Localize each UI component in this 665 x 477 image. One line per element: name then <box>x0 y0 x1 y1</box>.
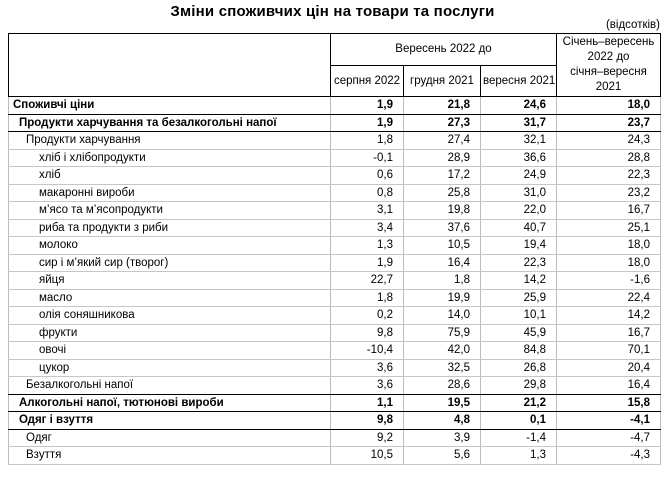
table-row <box>9 307 661 325</box>
value-cell: -1,6 <box>557 272 661 290</box>
value-cell: 42,0 <box>404 342 481 360</box>
value-cell: 19,9 <box>404 289 481 307</box>
row-label: Споживчі ціни <box>9 97 331 115</box>
value-cell: 3,6 <box>331 359 404 377</box>
value-cell: 14,0 <box>404 307 481 325</box>
header-row-group <box>9 34 661 66</box>
value-cell: 37,6 <box>404 219 481 237</box>
value-cell: 21,8 <box>404 97 481 115</box>
value-cell: 0,6 <box>331 167 404 185</box>
row-label: Продукти харчування та безалкогольні напої <box>9 114 331 132</box>
value-cell: 28,8 <box>557 149 661 167</box>
table-row <box>9 342 661 360</box>
value-cell: 25,1 <box>557 219 661 237</box>
row-label: хліб і хлібопродукти <box>9 149 331 167</box>
value-cell: 24,6 <box>481 97 557 115</box>
value-cell: 19,4 <box>481 237 557 255</box>
unit-note: (відсотків) <box>605 19 660 31</box>
value-cell: 3,6 <box>331 377 404 395</box>
group-header-cell: Вересень 2022 до <box>331 34 557 66</box>
table-row <box>9 149 661 167</box>
value-cell: 14,2 <box>557 307 661 325</box>
corner-header-cell <box>9 34 331 97</box>
table-row <box>9 447 661 465</box>
table-row <box>9 324 661 342</box>
row-label: Продукти харчування <box>9 132 331 150</box>
value-cell: 1,9 <box>331 114 404 132</box>
value-cell: 27,4 <box>404 132 481 150</box>
value-cell: 1,9 <box>331 97 404 115</box>
value-cell: 1,1 <box>331 394 404 412</box>
price-table <box>8 33 661 465</box>
subcolumn-header-cell: серпня 2022 <box>331 65 404 97</box>
row-label: хліб <box>9 167 331 185</box>
value-cell: 18,0 <box>557 97 661 115</box>
value-cell: 28,6 <box>404 377 481 395</box>
value-cell: 31,0 <box>481 184 557 202</box>
page-title: Зміни споживчих цін на товари та послуги <box>170 3 495 20</box>
value-cell: 0,2 <box>331 307 404 325</box>
value-cell: 9,8 <box>331 324 404 342</box>
period-header-line: Січень–вересень <box>562 36 655 48</box>
value-cell: 4,8 <box>404 412 481 430</box>
row-label: сир і м’який сир (творог) <box>9 254 331 272</box>
value-cell: 22,3 <box>481 254 557 272</box>
value-cell: 20,4 <box>557 359 661 377</box>
table-row <box>9 377 661 395</box>
value-cell: 16,4 <box>404 254 481 272</box>
value-cell: 5,6 <box>404 447 481 465</box>
row-label: Алкогольні напої, тютюнові вироби <box>9 394 331 412</box>
row-label: м’ясо та м’ясопродукти <box>9 202 331 220</box>
value-cell: 10,1 <box>481 307 557 325</box>
value-cell: 70,1 <box>557 342 661 360</box>
value-cell: 1,8 <box>331 289 404 307</box>
table-header <box>9 34 661 97</box>
row-label: Взуття <box>9 447 331 465</box>
value-cell: 0,1 <box>481 412 557 430</box>
value-cell: 23,2 <box>557 184 661 202</box>
value-cell: 18,0 <box>557 237 661 255</box>
row-label: Одяг <box>9 429 331 447</box>
value-cell: -4,3 <box>557 447 661 465</box>
row-label: цукор <box>9 359 331 377</box>
row-label: молоко <box>9 237 331 255</box>
table-row <box>9 132 661 150</box>
value-cell: 3,4 <box>331 219 404 237</box>
value-cell: 10,5 <box>331 447 404 465</box>
table-row <box>9 394 661 412</box>
table-row <box>9 114 661 132</box>
value-cell: 18,0 <box>557 254 661 272</box>
value-cell: 9,2 <box>331 429 404 447</box>
table-row <box>9 289 661 307</box>
value-cell: 31,7 <box>481 114 557 132</box>
value-cell: -1,4 <box>481 429 557 447</box>
value-cell: 3,1 <box>331 202 404 220</box>
value-cell: 9,8 <box>331 412 404 430</box>
row-label: фрукти <box>9 324 331 342</box>
value-cell: 24,3 <box>557 132 661 150</box>
value-cell: 32,5 <box>404 359 481 377</box>
value-cell: 16,7 <box>557 202 661 220</box>
table-row <box>9 254 661 272</box>
table-row <box>9 97 661 115</box>
value-cell: 26,8 <box>481 359 557 377</box>
row-label: риба та продукти з риби <box>9 219 331 237</box>
period-header-line: січня–вересня <box>570 66 647 78</box>
subcolumn-header-cell: грудня 2021 <box>404 65 481 97</box>
table-row <box>9 429 661 447</box>
value-cell: 40,7 <box>481 219 557 237</box>
row-label: масло <box>9 289 331 307</box>
table-row <box>9 237 661 255</box>
table-row <box>9 202 661 220</box>
value-cell: 14,2 <box>481 272 557 290</box>
value-cell: 10,5 <box>404 237 481 255</box>
value-cell: 22,4 <box>557 289 661 307</box>
value-cell: 1,8 <box>404 272 481 290</box>
table-row <box>9 184 661 202</box>
value-cell: 15,8 <box>557 394 661 412</box>
value-cell: -4,1 <box>557 412 661 430</box>
table-body <box>9 97 661 465</box>
period-header-line: 2022 до <box>587 51 630 63</box>
value-cell: 22,3 <box>557 167 661 185</box>
value-cell: 25,8 <box>404 184 481 202</box>
table-row <box>9 359 661 377</box>
value-cell: 29,8 <box>481 377 557 395</box>
table-row <box>9 272 661 290</box>
value-cell: 19,5 <box>404 394 481 412</box>
value-cell: 28,9 <box>404 149 481 167</box>
subcolumn-header-cell: вересня 2021 <box>481 65 557 97</box>
value-cell: 16,7 <box>557 324 661 342</box>
value-cell: 22,7 <box>331 272 404 290</box>
table-row <box>9 167 661 185</box>
value-cell: 25,9 <box>481 289 557 307</box>
table-row <box>9 219 661 237</box>
row-label: макаронні вироби <box>9 184 331 202</box>
value-cell: 0,8 <box>331 184 404 202</box>
value-cell: 1,3 <box>331 237 404 255</box>
value-cell: 19,8 <box>404 202 481 220</box>
value-cell: -4,7 <box>557 429 661 447</box>
value-cell: 1,9 <box>331 254 404 272</box>
row-label: яйця <box>9 272 331 290</box>
value-cell: 21,2 <box>481 394 557 412</box>
value-cell: 32,1 <box>481 132 557 150</box>
value-cell: 22,0 <box>481 202 557 220</box>
period-column-header <box>557 34 661 97</box>
value-cell: 36,6 <box>481 149 557 167</box>
value-cell: 17,2 <box>404 167 481 185</box>
row-label: олія соняшникова <box>9 307 331 325</box>
value-cell: -10,4 <box>331 342 404 360</box>
row-label: овочі <box>9 342 331 360</box>
value-cell: 1,3 <box>481 447 557 465</box>
value-cell: -0,1 <box>331 149 404 167</box>
value-cell: 45,9 <box>481 324 557 342</box>
value-cell: 27,3 <box>404 114 481 132</box>
value-cell: 24,9 <box>481 167 557 185</box>
row-label: Безалкогольні напої <box>9 377 331 395</box>
value-cell: 3,9 <box>404 429 481 447</box>
value-cell: 23,7 <box>557 114 661 132</box>
period-header-line: 2021 <box>595 81 622 93</box>
table-row <box>9 412 661 430</box>
value-cell: 84,8 <box>481 342 557 360</box>
value-cell: 75,9 <box>404 324 481 342</box>
row-label: Одяг і взуття <box>9 412 331 430</box>
value-cell: 16,4 <box>557 377 661 395</box>
value-cell: 1,8 <box>331 132 404 150</box>
